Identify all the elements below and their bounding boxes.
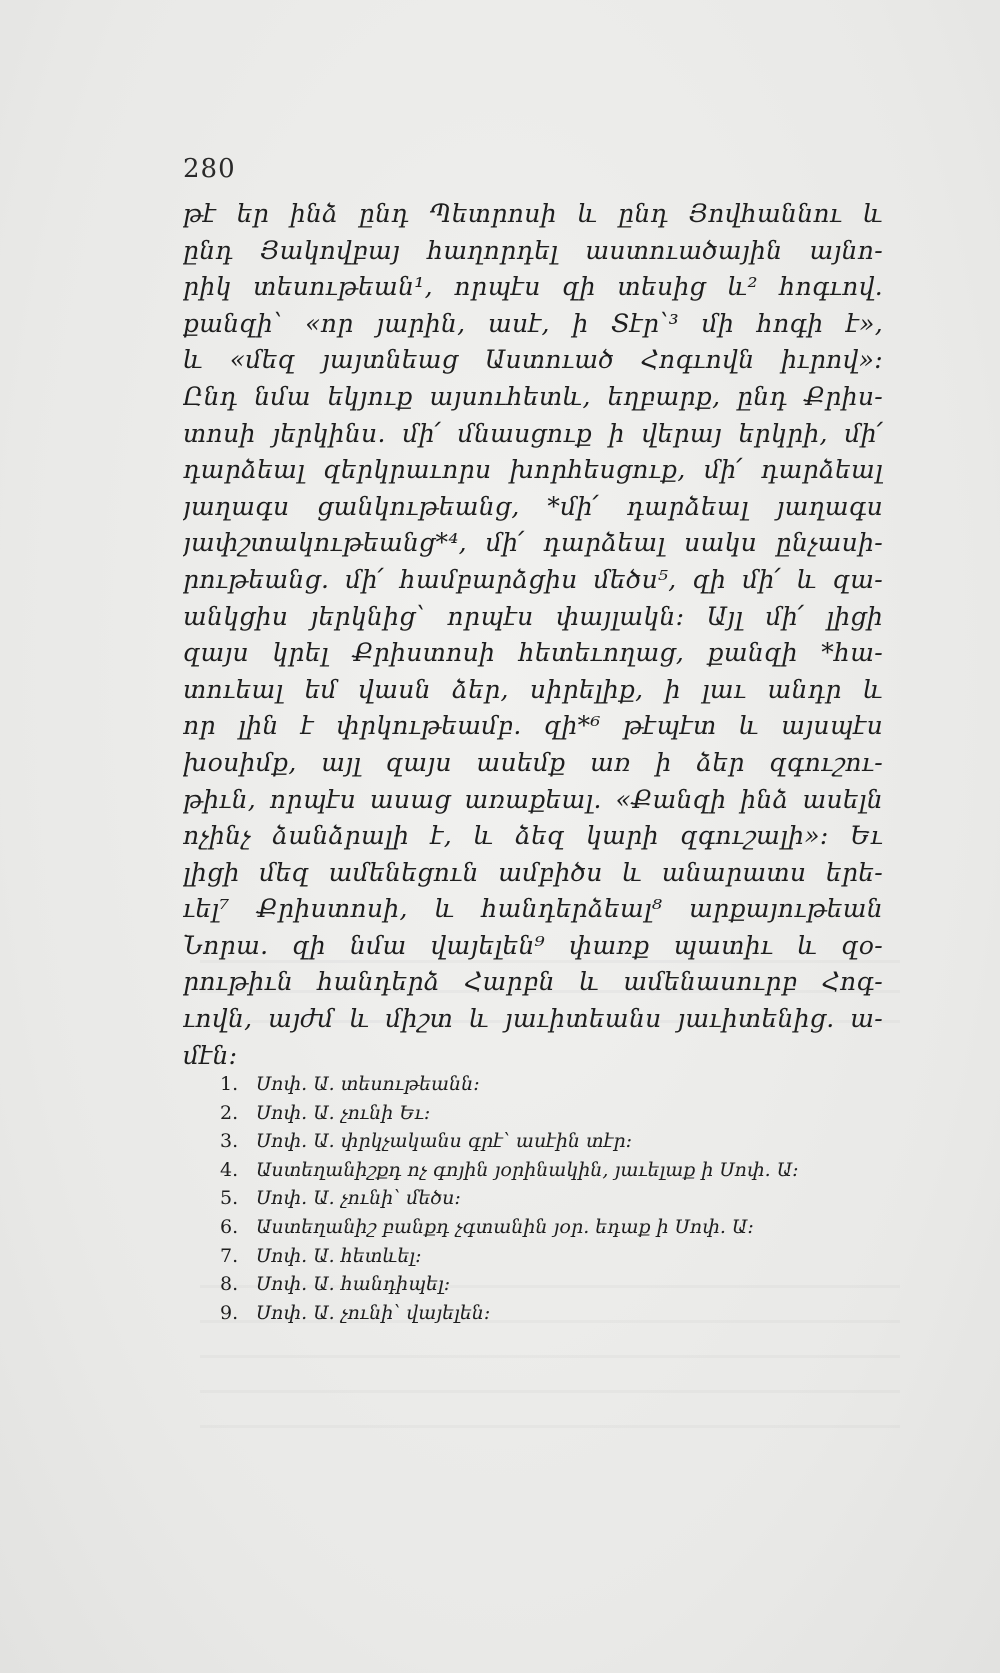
body-line: որ լին է փրկութեամբ. զի*⁶ թէպէտ և այսպէս: [183, 711, 883, 741]
body-line: անկցիս յերկնից՝ որպէս փայլակն: Այլ մի՛ լիցի: [183, 601, 883, 631]
footnote-number: 5.: [220, 1187, 239, 1210]
body-line: դարձեալ զերկրաւորս խորհեսցուք, մի՛ դարձեալ: [183, 455, 883, 485]
footnote-number: 8.: [220, 1273, 239, 1296]
body-line: յաղագս ցանկութեանց, *մի՛ դարձեալ յաղագս: [183, 491, 883, 521]
body-line: րիկ տեսութեան¹, որպէս զի տեսից և² հոգւով.: [183, 272, 883, 302]
footnote-text: Սոփ. Ա. չունի Եւ:: [256, 1101, 431, 1124]
body-line: մէն:: [183, 1040, 238, 1070]
footnote-number: 9.: [220, 1301, 239, 1324]
body-line: և «մեզ յայտնեաց Աստուած Հոգւովն իւրով»:: [183, 345, 883, 375]
body-line: քանզի՝ «որ յարին, ասէ, ի Տէր՝³ մի հոգի է»,: [183, 308, 883, 338]
bleed-through-line: [200, 1355, 900, 1358]
bleed-through-line: [200, 1390, 900, 1393]
footnote-text: Աստեղանիշ բանքդ չգտանին յօր. եդաք ի Սոփ. Ա:: [256, 1215, 754, 1238]
footnote-number: 7.: [220, 1244, 239, 1267]
footnote-text: Սոփ. Ա. հանդիպել:: [256, 1273, 451, 1296]
footnote-text: Սոփ. Ա. հետևել:: [256, 1244, 422, 1267]
body-line: Նորա. զի նմա վայելեն⁹ փառք պատիւ և զօ-: [183, 930, 883, 960]
footnote-text: Սոփ. Ա. չունի՝ մեծս:: [256, 1187, 461, 1210]
footnote-text: Սոփ. Ա. չունի՝ վայելեն:: [256, 1301, 491, 1324]
body-line: ընդ Յակովբայ հաղորդել աստուածային այնո-: [183, 235, 883, 265]
bleed-through-line: [200, 1425, 900, 1428]
footnote: [220, 1299, 900, 1328]
footnote: [220, 1270, 900, 1299]
footnote: [220, 1242, 900, 1271]
page-number: 280: [183, 154, 236, 184]
body-line: թիւն, որպէս ասաց առաքեալ. «Քանզի ինձ ասելն: [183, 784, 883, 814]
footnote-number: 1.: [220, 1073, 239, 1095]
body-text: [183, 196, 883, 1074]
body-line: ոչինչ ձանձրալի է, և ձեզ կարի զգուշալի»: Եւ: [183, 821, 883, 851]
body-line: ւել⁷ Քրիստոսի, և հանդերձեալ⁸ արքայութեան: [183, 894, 883, 924]
body-line: լիցի մեզ ամենեցուն ամբիծս և անարատս երե-: [183, 857, 883, 887]
body-line: տոսի յերկինս. մի՛ մնասցուք ի վերայ երկրի, մի՛: [183, 418, 883, 448]
body-line: րութեանց. մի՛ համբարձցիս մեծս⁵, զի մի՛ և զա-: [183, 564, 883, 594]
footnote-number: 2.: [220, 1101, 239, 1124]
footnote: [220, 1099, 900, 1128]
footnote-text: Սոփ. Ա. փրկչականս գրէ՝ ասէին տէր:: [256, 1130, 633, 1153]
footnote-number: 4.: [220, 1158, 239, 1181]
footnote-text: Սոփ. Ա. տեսութեանն:: [256, 1073, 480, 1095]
body-line: տուեալ եմ վասն ձեր, սիրելիք, ի լաւ անդր և: [183, 674, 883, 704]
footnote: [220, 1156, 900, 1185]
footnote: [220, 1127, 900, 1156]
body-line: զայս կրել Քրիստոսի հետեւողաց, քանզի *հա-: [183, 638, 883, 668]
footnote-number: 3.: [220, 1130, 239, 1153]
footnote: [220, 1213, 900, 1242]
body-line: թէ եր ինձ ընդ Պետրոսի և ընդ Յովհաննու և: [183, 199, 883, 228]
footnote-number: 6.: [220, 1215, 239, 1238]
body-line: խօսիմք, այլ զայս ասեմք առ ի ձեր զգուշու-: [183, 747, 883, 777]
footnote: [220, 1184, 900, 1213]
footnote: [220, 1070, 900, 1099]
footnote-text: Աստեղանիշքդ ոչ գոյին յօրինակին, յաւելաք ի Սոփ. Ա:: [256, 1158, 799, 1181]
body-line: յափշտակութեանց*⁴, մի՛ դարձեալ սակս ընչասի-: [183, 528, 883, 558]
body-line: Ընդ նմա եկյուք այսուհետև, եղբարք, ընդ Քրիս-: [183, 381, 883, 411]
body-line: րութիւն հանդերձ Հարբն և ամենասուրբ Հոգ-: [183, 967, 883, 997]
footnotes: [220, 1070, 900, 1327]
body-line: ւովն, այժմ և միշտ և յաւիտեանս յաւիտենից. ա-: [183, 1004, 883, 1034]
